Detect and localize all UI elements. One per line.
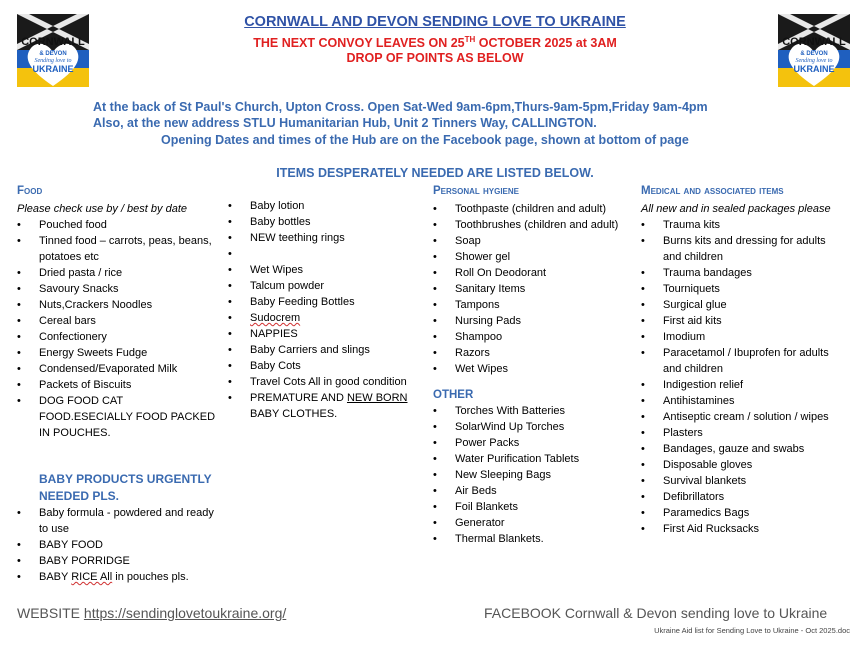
list-item: • Talcum powder [228,278,423,294]
website-link[interactable]: https://sendinglovetoukraine.org/ [83,605,287,621]
list-item: • Energy Sweets Fudge [17,345,217,361]
logo-text-devon: & DEVON [39,51,67,57]
dropoff-heading: DROP OF POINTS AS BELOW [346,51,524,65]
page-title: CORNWALL AND DEVON SENDING LOVE TO UKRAINE [244,14,626,30]
list-item: • Water Purification Tablets [433,451,628,467]
list-item: • Soap [433,233,628,249]
baby-column [228,198,423,422]
hygiene-column [433,183,628,547]
list-item: • First Aid Rucksacks [641,521,841,537]
info-callington: Also, at the new address STLU Humanitarian Hub, Unit 2 Tinners Way, CALLINGTON. [93,116,597,130]
list-item: • Surgical glue [641,297,841,313]
food-subtitle: Please check use by / best by date [17,203,187,215]
hygiene-list [433,201,628,377]
info-upton-cross: At the back of St Paul's Church, Upton Cross. Open Sat-Wed 9am-6pm,Thurs-9am-5pm,Friday 9am-4pm [93,100,708,114]
list-item: • Imodium [641,329,841,345]
organisation-logo-right [778,14,850,87]
list-item: • Paramedics Bags [641,505,841,521]
list-item: • Baby lotion [228,198,423,214]
list-item: • NAPPIES [228,326,423,342]
other-list [433,403,628,547]
list-item: • Power Packs [433,435,628,451]
list-item: • NEW teething rings [228,230,423,246]
hygiene-heading: Personal hygiene [433,185,519,197]
logo-text-ukraine: UKRAINE [32,64,74,74]
list-item: • Condensed/Evaporated Milk [17,361,217,377]
logo-text-cornwall: CORNWALL [21,36,85,48]
baby-products-list [17,505,217,585]
list-item: • Antihistamines [641,393,841,409]
list-item: • Tourniquets [641,281,841,297]
list-item: • BABY RICE All in pouches pls. [17,569,217,585]
medical-subtitle: All new and in sealed packages please [641,203,831,215]
list-item: • BABY PORRIDGE [17,553,217,569]
list-item: • BABY FOOD [17,537,217,553]
list-item: • Nursing Pads [433,313,628,329]
logo-text-sending: Sending love to [34,58,72,64]
organisation-logo [17,14,89,87]
list-item: • Tinned food – carrots, peas, beans, potatoes etc [17,233,217,265]
other-heading: OTHER [433,389,474,401]
info-opening-times: Opening Dates and times of the Hub are on the Facebook page, shown at bottom of page [161,133,689,147]
list-item: • Dried pasta / rice [17,265,217,281]
list-item: • Shower gel [433,249,628,265]
list-item: • Survival blankets [641,473,841,489]
list-item: • Torches With Batteries [433,403,628,419]
logo-text-ukraine: UKRAINE [793,64,835,74]
list-item: • Defibrillators [641,489,841,505]
list-item: • Packets of Biscuits [17,377,217,393]
food-list [17,217,217,441]
list-item: • Trauma bandages [641,265,841,281]
list-item: • Sudocrem [228,310,423,326]
list-item: • Baby bottles [228,214,423,230]
medical-heading: Medical and associated items [641,185,784,197]
list-item: • Burns kits and dressing for adults and children [641,233,841,265]
list-item: • SolarWind Up Torches [433,419,628,435]
baby-products-heading: BABY PRODUCTS URGENTLY NEEDED PLS. [39,472,212,503]
list-item [228,246,423,262]
list-item: • Wet Wipes [228,262,423,278]
list-item: • Generator [433,515,628,531]
list-item: • PREMATURE AND NEW BORN BABY CLOTHES. [228,390,423,422]
food-heading: Food [17,185,43,197]
list-item: • Pouched food [17,217,217,233]
list-item: • DOG FOOD CAT FOOD.ESECIALLY FOOD PACKED IN POUCHES. [17,393,217,441]
list-item: • Air Beds [433,483,628,499]
logo-text-cornwall: CORNWALL [782,36,846,48]
list-item: • Paracetamol / Ibuprofen for adults and children [641,345,841,377]
list-item: • Toothbrushes (children and adult) [433,217,628,233]
logo-text-sending: Sending love to [795,58,833,64]
medical-column [641,183,841,537]
list-item: • Thermal Blankets. [433,531,628,547]
list-item: • Foil Blankets [433,499,628,515]
list-item: • Wet Wipes [433,361,628,377]
list-item: • Roll On Deodorant [433,265,628,281]
document-filename: Ukraine Aid list for Sending Love to Ukraine - Oct 2025.doc [654,626,850,635]
list-item: • Travel Cots All in good condition [228,374,423,390]
list-item: • Antiseptic cream / solution / wipes [641,409,841,425]
medical-list [641,217,841,537]
food-column [17,183,217,585]
list-item: • Baby formula - powdered and ready to use [17,505,217,537]
list-item: • Savoury Snacks [17,281,217,297]
list-item: • Shampoo [433,329,628,345]
list-item: • Razors [433,345,628,361]
list-item: • Trauma kits [641,217,841,233]
website-line: WEBSITE https://sendinglovetoukraine.org/ [17,605,287,621]
list-item: • Nuts,Crackers Noodles [17,297,217,313]
baby-list [228,198,423,422]
list-item: • Confectionery [17,329,217,345]
list-item: • Toothpaste (children and adult) [433,201,628,217]
list-item: • New Sleeping Bags [433,467,628,483]
convoy-date: THE NEXT CONVOY LEAVES ON 25TH OCTOBER 2025 at 3AM [253,35,617,51]
list-item: • Cereal bars [17,313,217,329]
list-item: • Baby Carriers and slings [228,342,423,358]
list-item: • Bandages, gauze and swabs [641,441,841,457]
logo-text-devon: & DEVON [800,51,828,57]
list-item: • Tampons [433,297,628,313]
list-item: • First aid kits [641,313,841,329]
list-item: • Baby Cots [228,358,423,374]
list-item: • Plasters [641,425,841,441]
list-item: • Sanitary Items [433,281,628,297]
list-item: • Disposable gloves [641,457,841,473]
list-item: • Baby Feeding Bottles [228,294,423,310]
facebook-line: FACEBOOK Cornwall & Devon sending love to Ukraine [484,605,828,621]
list-item: • Indigestion relief [641,377,841,393]
items-needed-heading: ITEMS DESPERATELY NEEDED ARE LISTED BELOW. [276,166,594,180]
